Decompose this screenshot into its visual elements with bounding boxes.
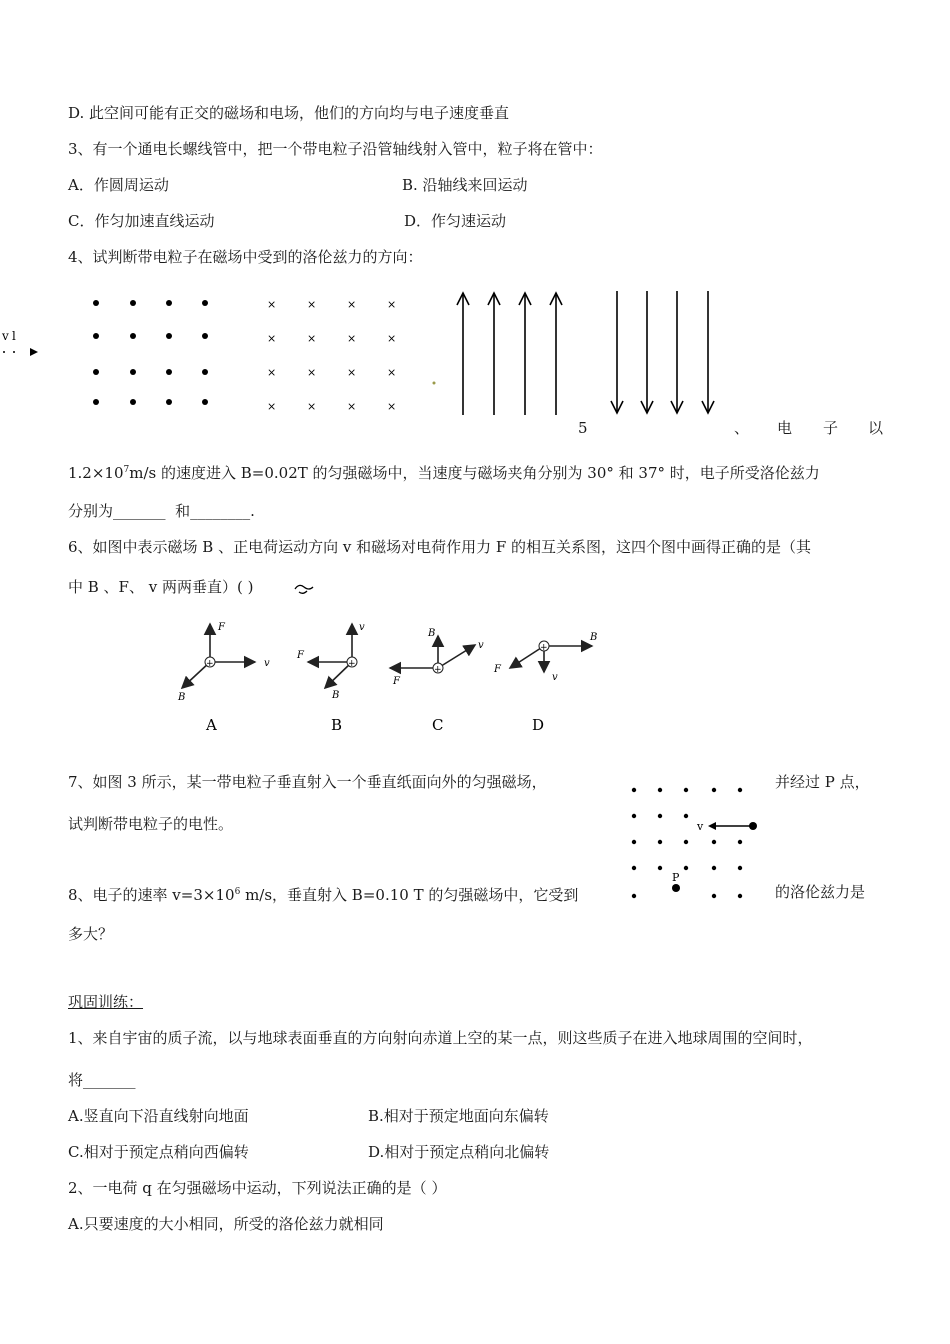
q5-tail-4: 以 (868, 419, 884, 437)
answer-blank-2[interactable]: ________. (190, 502, 255, 520)
field-dot (738, 840, 742, 844)
q5-tail-3: 子 (823, 419, 839, 437)
field-dot (202, 399, 208, 405)
q4-v-mark: l (12, 329, 16, 343)
q4-down-arrows (611, 291, 714, 413)
q6-diagram-d (493, 632, 597, 734)
q7-field-dots (632, 788, 742, 898)
field-dot (712, 788, 716, 792)
q3-option-a: A．作圆周运动 (68, 176, 169, 194)
answer-blank-1[interactable]: _______ (113, 502, 166, 520)
field-cross: × (387, 366, 397, 379)
field-dot (684, 814, 688, 818)
field-cross: × (347, 366, 357, 379)
field-cross: × (387, 400, 397, 413)
q6-line-1: 6、如图中表示磁场 B 、正电荷运动方向 v 和磁场对电荷作用力 F 的相互关系图，这四个图中画得正确的是（其 (68, 538, 812, 556)
q5-line-3: 分别为_______ 和________. (68, 502, 255, 520)
q5-tail-1: 、 (734, 419, 750, 437)
field-dot (166, 399, 172, 405)
q6-diagram-b (296, 622, 365, 734)
field-cross: × (307, 400, 317, 413)
q5-tail-2: 电 (777, 419, 793, 437)
q4-stem: 4、试判断带电粒子在磁场中受到的洛伦兹力的方向： (68, 248, 423, 266)
field-dot (166, 369, 172, 375)
svg-text:F: F (218, 622, 225, 633)
field-cross: × (347, 298, 357, 311)
q4-v-label: v (2, 329, 9, 343)
field-dot (632, 788, 636, 792)
q8-line-2: 多大？ (68, 925, 114, 943)
q3-option-b: B. 沿轴线来回运动 (402, 176, 528, 194)
field-cross: × (387, 332, 397, 345)
svg-text:B: B (332, 690, 340, 701)
field-dot (93, 333, 99, 339)
field-dot (658, 814, 662, 818)
field-dot (712, 894, 716, 898)
svg-text:F: F (393, 676, 400, 687)
c1-line-1: 1、来自宇宙的质子流，以与地球表面垂直的方向射向赤道上空的某一点，则这些质子在进入地球周围的空间时， (68, 1029, 813, 1047)
c1-option-b: B.相对于预定地面向东偏转 (368, 1107, 549, 1125)
q6-diagram-a (177, 622, 270, 734)
field-cross: × (347, 400, 357, 413)
q4-up-arrows (457, 293, 562, 415)
field-dot (93, 300, 99, 306)
field-dot (166, 300, 172, 306)
c1-option-d: D.相对于预定点稍向北偏转 (368, 1143, 550, 1161)
q6-label-d: D (532, 716, 545, 734)
field-dot (632, 894, 636, 898)
q7-v-label: v (697, 820, 704, 833)
c1-line-2: 将_______ (68, 1071, 136, 1089)
svg-text:v: v (478, 640, 484, 651)
q7-velocity-arrow (708, 822, 716, 830)
q8-line-1: 8、电子的速率 $v=3\times 10^6$ m/s，垂直射入 B=0.10 T 的匀强磁场中，它受到 (68, 886, 579, 904)
q6-line-2: 中 B 、F、 v 两两垂直）( ) (68, 578, 254, 596)
field-cross: × (307, 298, 317, 311)
field-dot (202, 333, 208, 339)
q8-line-1-end: 的洛伦兹力是 (775, 883, 866, 901)
q6-diagram-c (390, 628, 484, 734)
q4-field-figures (0, 285, 950, 435)
field-cross: × (387, 298, 397, 311)
svg-text:B: B (178, 692, 186, 703)
svg-text:+: + (540, 643, 548, 653)
field-dot (684, 788, 688, 792)
q7-line-1: 7、如图 3 所示，某一带电粒子垂直射入一个垂直纸面向外的匀强磁场， (68, 773, 547, 791)
field-dot (130, 300, 136, 306)
svg-text:v: v (359, 622, 365, 633)
field-cross: × (267, 400, 277, 413)
field-dot (712, 840, 716, 844)
field-dot (738, 894, 742, 898)
field-dot (658, 788, 662, 792)
field-dot (130, 369, 136, 375)
field-cross: × (307, 332, 317, 345)
c1-option-c: C.相对于预定点稍向西偏转 (68, 1143, 249, 1161)
q6-label-c: C (432, 716, 444, 734)
q7-p-label: P (672, 871, 680, 884)
field-cross: × (267, 298, 277, 311)
q7-line-1-end: 并经过 P 点， (775, 773, 870, 791)
svg-text:F: F (297, 650, 304, 661)
field-dot (632, 840, 636, 844)
svg-text:+: + (348, 659, 356, 669)
q5-line-2: $1.2\times 10^7m/s$ 的速度进入 B=0.02T 的匀强磁场中，当速度与磁场夹角分别为 30° 和 37° 时，电子所受洛伦兹力 (68, 464, 820, 482)
field-dot (658, 840, 662, 844)
c1-option-a: A.竖直向下沿直线射向地面 (68, 1107, 249, 1125)
q3-option-c: C．作匀加速直线运动 (68, 212, 215, 230)
field-dot (738, 788, 742, 792)
svg-text:B: B (428, 628, 436, 639)
field-cross: × (347, 332, 357, 345)
q7-point-p (672, 884, 680, 892)
q4-v-arrow (30, 348, 38, 356)
c2-stem: 2、一电荷 q 在匀强磁场中运动，下列说法正确的是（ ） (68, 1179, 447, 1197)
svg-text:+: + (434, 665, 442, 675)
field-dot (738, 866, 742, 870)
q7-line-2: 试判断带电粒子的电性。 (68, 815, 234, 833)
field-dot (632, 866, 636, 870)
field-cross: × (267, 332, 277, 345)
field-cross: × (307, 366, 317, 379)
field-dot (130, 399, 136, 405)
field-dot (166, 333, 172, 339)
q3-option-d: D．作匀速运动 (404, 212, 507, 230)
svg-text:F: F (494, 664, 501, 675)
section-heading: 巩固训练： (68, 993, 144, 1011)
q4-dots-grid (93, 300, 208, 405)
field-dot (658, 866, 662, 870)
q7-figure (620, 778, 770, 908)
field-dot (202, 369, 208, 375)
q4-cross-grid (267, 298, 396, 413)
field-cross: × (267, 366, 277, 379)
field-dot (130, 333, 136, 339)
svg-text:v: v (552, 672, 558, 683)
q6-diagrams (160, 610, 630, 740)
field-dot (684, 840, 688, 844)
field-dot (632, 814, 636, 818)
field-dot (202, 300, 208, 306)
svg-text:+: + (206, 659, 214, 669)
field-dot (93, 399, 99, 405)
pointer-icon (293, 582, 315, 596)
svg-text:B: B (590, 632, 598, 643)
q5-number: 5 (578, 419, 588, 437)
q7-particle (749, 822, 757, 830)
field-dot (684, 866, 688, 870)
q3-stem: 3、有一个通电长螺线管中，把一个带电粒子沿管轴线射入管中，粒子将在管中： (68, 140, 603, 158)
c2-option-a: A.只要速度的大小相同，所受的洛伦兹力就相同 (68, 1215, 384, 1233)
q2-option-d: D. 此空间可能有正交的磁场和电场，他们的方向均与电子速度垂直 (68, 104, 510, 122)
field-dot (93, 369, 99, 375)
q6-label-a: A (206, 716, 217, 734)
q6-label-b: B (331, 716, 343, 734)
svg-text:v: v (264, 658, 270, 669)
field-dot (712, 866, 716, 870)
